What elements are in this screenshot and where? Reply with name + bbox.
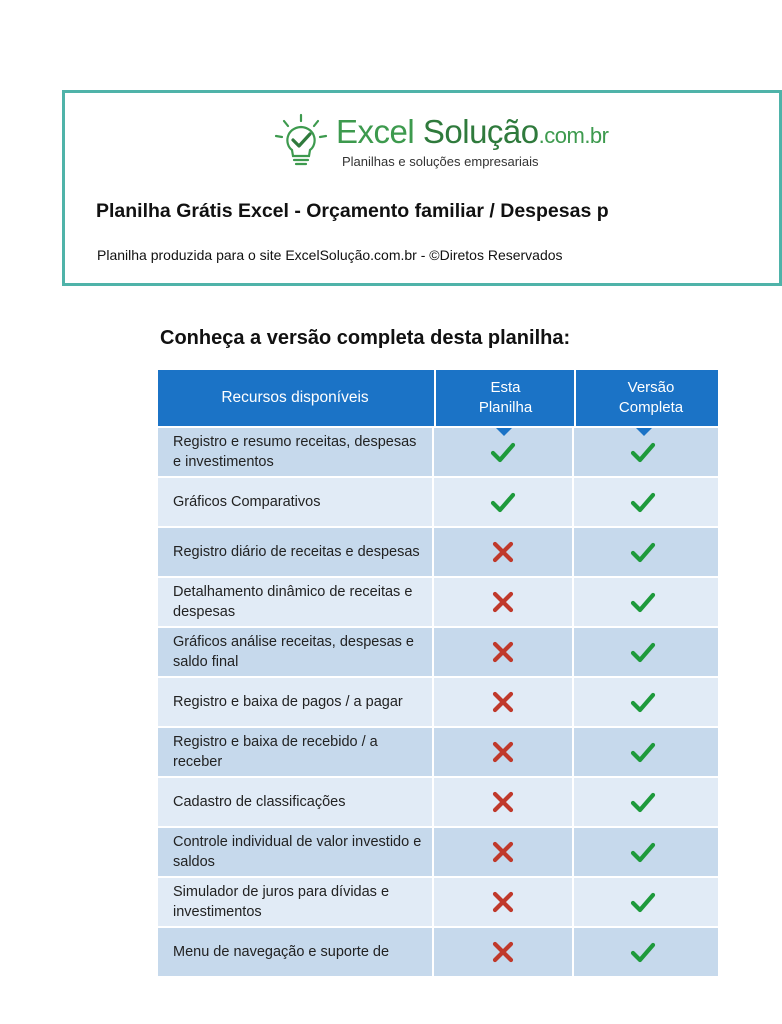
cross-icon: [490, 540, 516, 564]
table-row: [158, 476, 718, 526]
column-divider: [572, 778, 574, 826]
column-divider: [572, 678, 574, 726]
cross-icon: [490, 790, 516, 814]
check-icon: [630, 490, 656, 514]
column-divider: [432, 928, 434, 976]
column-divider: [432, 728, 434, 776]
header-full-version: Versão Completa: [574, 370, 726, 426]
check-icon: [630, 890, 656, 914]
feature-label: Controle individual de valor investido e saldos: [173, 834, 422, 870]
column-divider: [572, 628, 574, 676]
column-divider: [572, 928, 574, 976]
check-icon: [490, 490, 516, 514]
column-divider: [432, 678, 434, 726]
feature-label: Registro diário de receitas e despesas: [173, 544, 420, 560]
check-icon: [630, 840, 656, 864]
logo-brand: Excel Solução.com.br: [336, 113, 609, 150]
column-divider: [572, 878, 574, 926]
table-row: [158, 726, 718, 776]
feature-label: Cadastro de classificações: [173, 794, 346, 810]
table-row: [158, 876, 718, 926]
cross-icon: [490, 590, 516, 614]
document-title: Planilha Grátis Excel - Orçamento familiar / Despesas p: [96, 200, 609, 222]
logo-tagline: Planilhas e soluções empresariais: [342, 154, 539, 169]
table-row: [158, 826, 718, 876]
feature-label: Registro e baixa de recebido / a receber: [173, 734, 378, 770]
logo: [272, 112, 609, 172]
table-row: [158, 926, 718, 976]
table-row: [158, 626, 718, 676]
header-pointer: [636, 428, 652, 436]
table-row: [158, 576, 718, 626]
column-divider: [572, 478, 574, 526]
column-divider: [432, 428, 434, 476]
column-divider: [572, 828, 574, 876]
feature-label: Menu de navegação e suporte de: [173, 944, 390, 960]
column-divider: [432, 628, 434, 676]
table-row: [158, 676, 718, 726]
check-icon: [630, 940, 656, 964]
column-divider: [432, 578, 434, 626]
check-icon: [630, 540, 656, 564]
check-icon: [630, 590, 656, 614]
check-icon: [630, 740, 656, 764]
feature-label: Registro e resumo receitas, despesas e investimentos: [173, 434, 417, 470]
lightbulb-check-icon: [272, 112, 330, 170]
table-row: [158, 426, 718, 476]
section-title: Conheça a versão completa desta planilha:: [160, 327, 571, 349]
column-divider: [432, 878, 434, 926]
cross-icon: [490, 890, 516, 914]
feature-label: Simulador de juros para dívidas e investimentos: [173, 884, 390, 920]
column-divider: [572, 428, 574, 476]
column-divider: [432, 528, 434, 576]
header-this-sheet: Esta Planilha: [434, 370, 575, 426]
table-header: [158, 370, 718, 426]
check-icon: [630, 790, 656, 814]
cross-icon: [490, 640, 516, 664]
table-body: [158, 426, 718, 976]
column-divider: [572, 728, 574, 776]
column-divider: [432, 478, 434, 526]
header-pointer: [496, 428, 512, 436]
check-icon: [630, 440, 656, 464]
check-icon: [490, 440, 516, 464]
document-credit: Planilha produzida para o site ExcelSolução.com.br - ©Diretos Reservados: [97, 247, 563, 263]
feature-label: Gráficos análise receitas, despesas e saldo final: [173, 634, 414, 670]
cross-icon: [490, 690, 516, 714]
feature-label: Gráficos Comparativos: [173, 494, 321, 510]
comparison-table: [158, 370, 718, 976]
column-divider: [432, 778, 434, 826]
column-divider: [432, 828, 434, 876]
column-divider: [572, 578, 574, 626]
column-divider: [572, 528, 574, 576]
cross-icon: [490, 940, 516, 964]
check-icon: [630, 640, 656, 664]
cross-icon: [490, 740, 516, 764]
header-features: Recursos disponíveis: [221, 389, 369, 406]
check-icon: [630, 690, 656, 714]
table-row: [158, 526, 718, 576]
feature-label: Detalhamento dinâmico de receitas e despesas: [173, 584, 413, 620]
feature-label: Registro e baixa de pagos / a pagar: [173, 694, 403, 710]
table-row: [158, 776, 718, 826]
cross-icon: [490, 840, 516, 864]
